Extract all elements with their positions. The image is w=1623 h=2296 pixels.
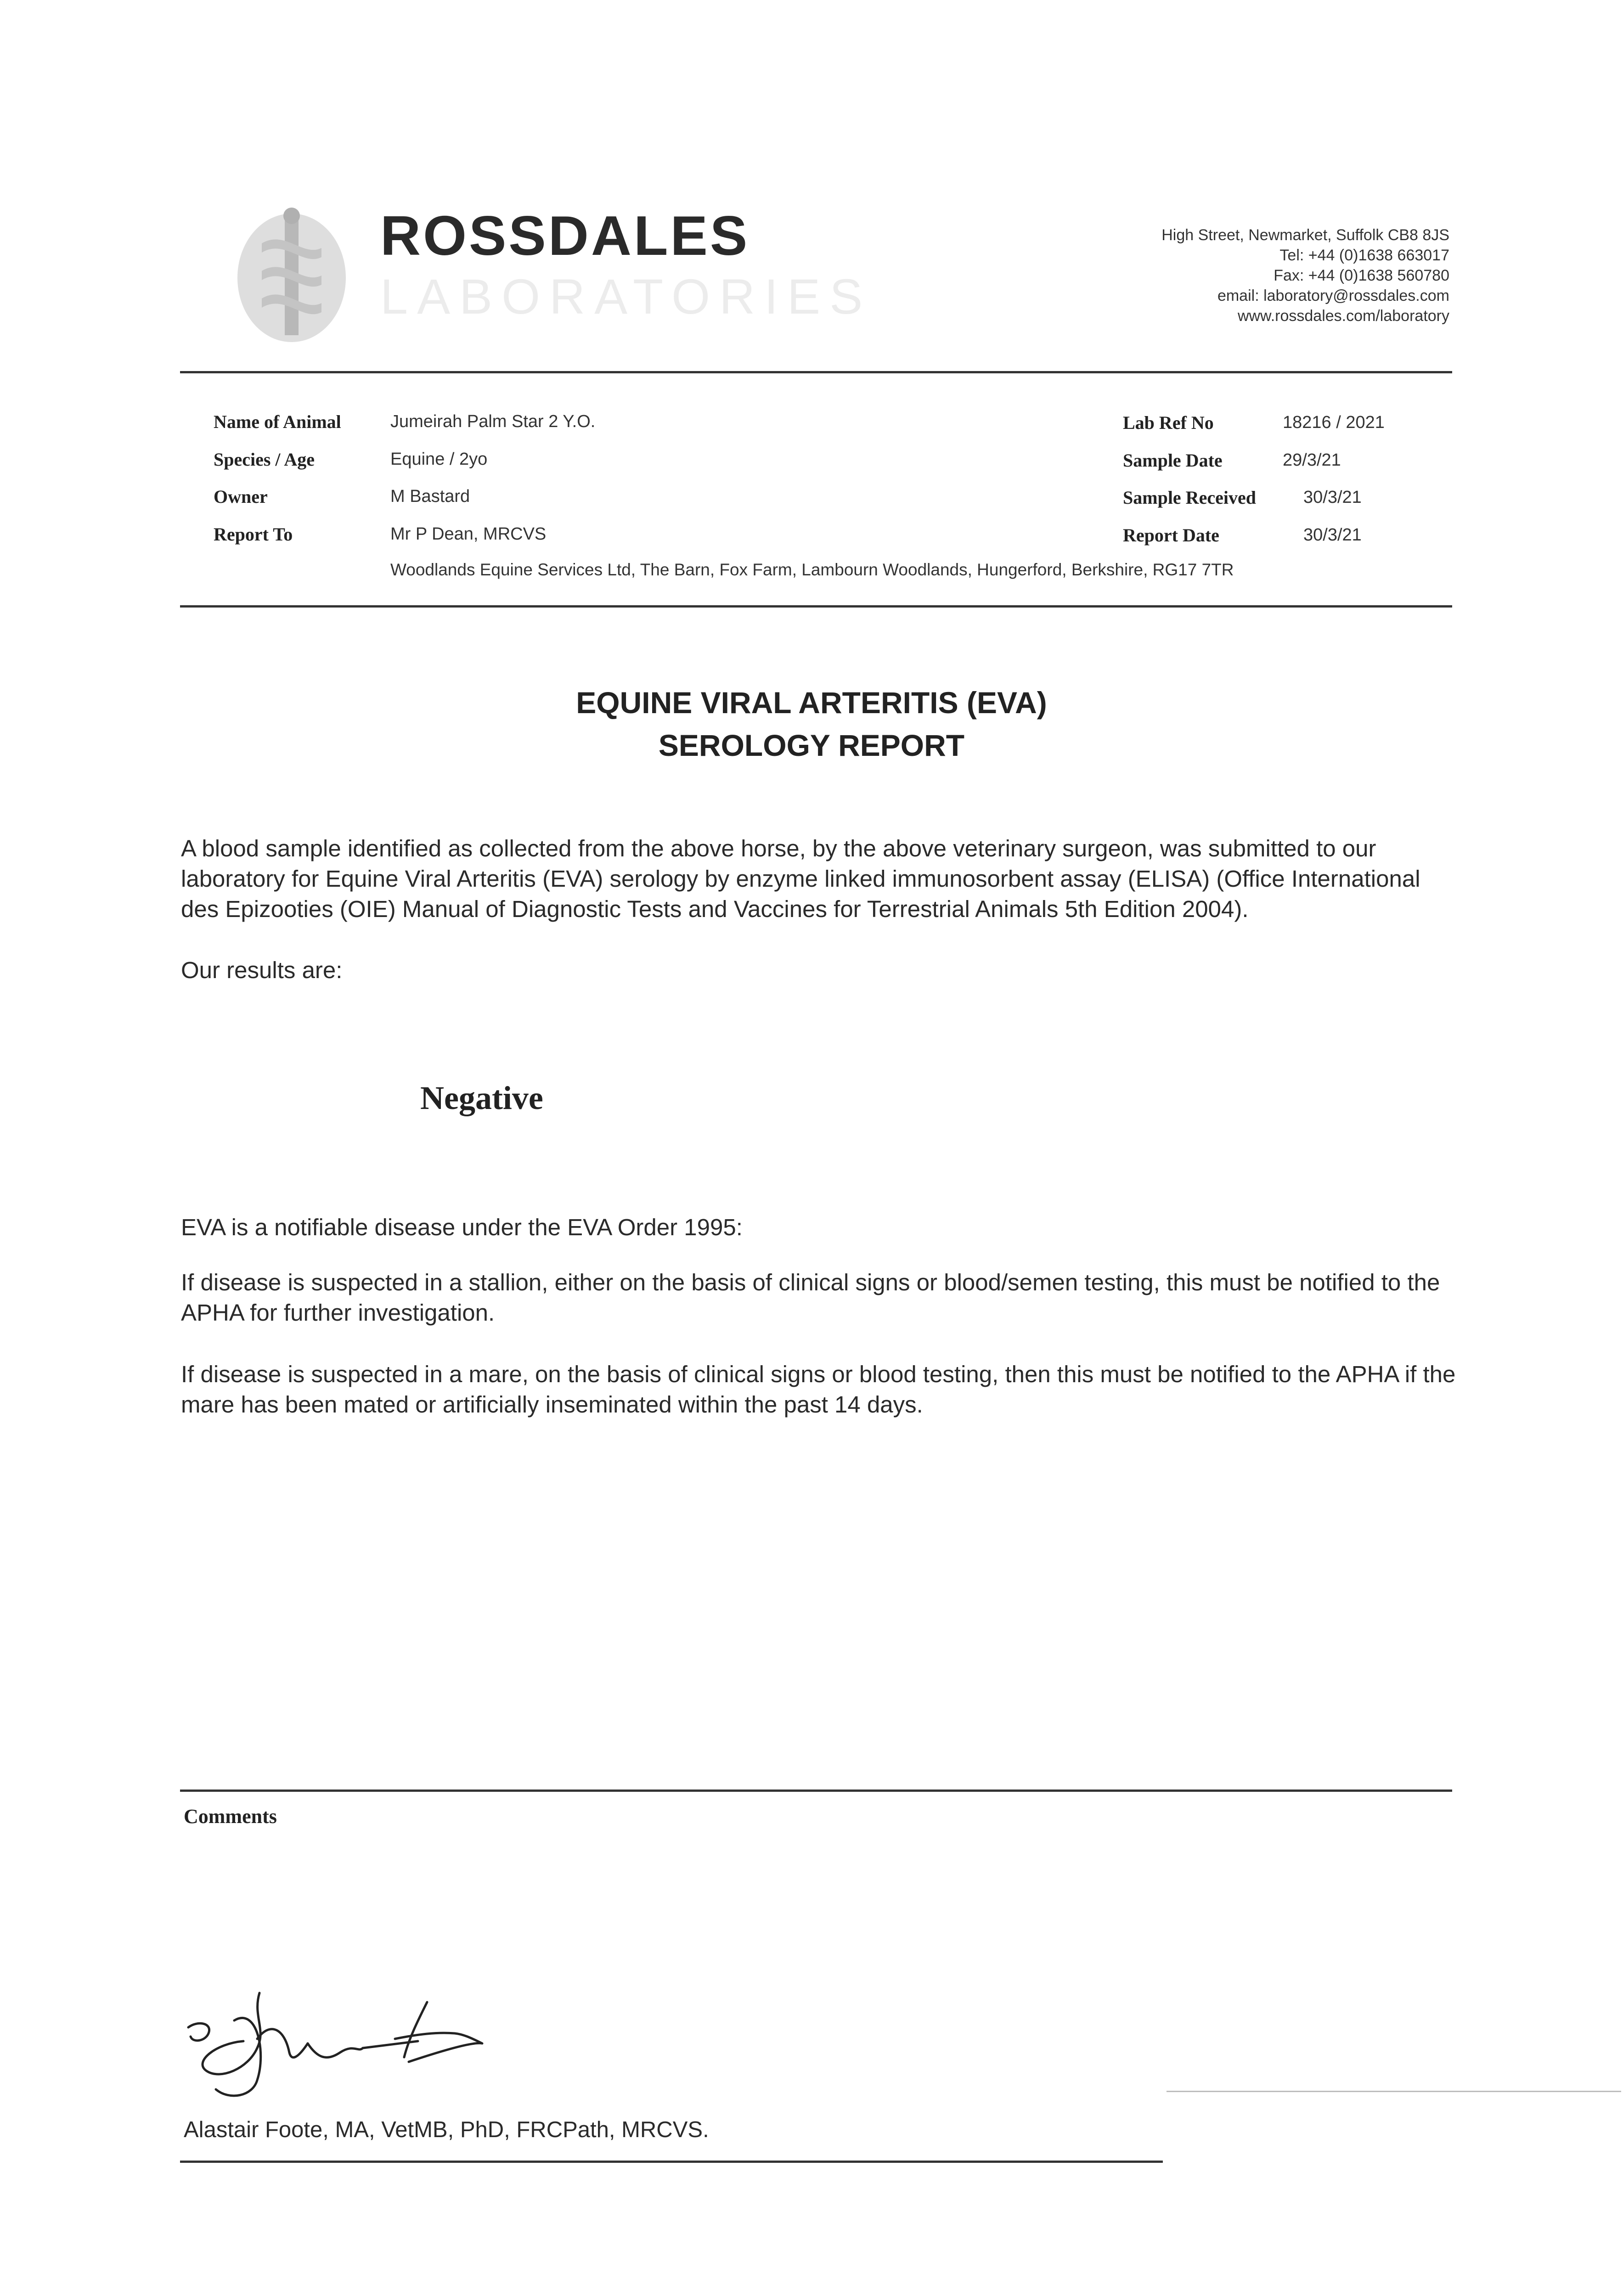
report-date-value: 30/3/21 — [1303, 525, 1362, 545]
report-to-address: Woodlands Equine Services Ltd, The Barn, Fox Farm, Lambourn Woodlands, Hungerford, Berkshire, RG17 7TR — [390, 560, 1234, 579]
sample-date-label: Sample Date — [1123, 450, 1223, 471]
lab-ref-value: 18216 / 2021 — [1283, 413, 1385, 432]
address-website: www.rossdales.com/laboratory — [1237, 307, 1449, 325]
lab-ref-label: Lab Ref No — [1123, 412, 1214, 433]
results-intro: Our results are: — [181, 957, 343, 983]
signatory-name: Alastair Foote, MA, VetMB, PhD, FRCPath, MRCVS. — [184, 2117, 709, 2142]
owner-label: Owner — [214, 486, 268, 507]
signature-divider — [180, 2161, 1163, 2163]
notifiable-statement: EVA is a notifiable disease under the EVA Order 1995: — [181, 1214, 743, 1240]
header-divider — [180, 371, 1452, 373]
address-email: email: laboratory@rossdales.com — [1217, 287, 1449, 304]
name-of-animal-value: Jumeirah Palm Star 2 Y.O. — [390, 412, 596, 431]
report-to-value: Mr P Dean, MRCVS — [390, 524, 547, 544]
address-fax: Fax: +44 (0)1638 560780 — [1274, 267, 1449, 284]
address-phone: Tel: +44 (0)1638 663017 — [1279, 247, 1449, 264]
mare-note: If disease is suspected in a mare, on the basis of clinical signs or blood testing, then this must be notified to the APHA if the mare has been mated or artificially inseminated within the past 14 days. — [181, 1361, 1456, 1418]
address-line: High Street, Newmarket, Suffolk CB8 8JS — [1161, 226, 1449, 244]
report-title-line1: EQUINE VIRAL ARTERITIS (EVA) — [576, 686, 1047, 720]
scan-line-artifact — [1167, 2091, 1621, 2092]
report-to-label: Report To — [214, 524, 293, 545]
lab-address-block — [1161, 225, 1449, 326]
sample-received-label: Sample Received — [1123, 487, 1256, 508]
lab-name-subtitle: LABORATORIES — [380, 269, 872, 324]
species-age-value: Equine / 2yo — [390, 450, 488, 469]
lab-name-title: ROSSDALES — [380, 204, 750, 267]
name-of-animal-label: Name of Animal — [214, 411, 341, 432]
comments-label: Comments — [184, 1805, 277, 1828]
sample-received-value: 30/3/21 — [1303, 488, 1362, 507]
details-divider — [180, 605, 1452, 608]
species-age-label: Species / Age — [214, 449, 315, 470]
test-result: Negative — [420, 1080, 543, 1116]
intro-paragraph: A blood sample identified as collected from the above horse, by the above veterinary surgeon, was submitted to our laboratory for Equine Viral Arteritis (EVA) serology by enzyme linked immunosorbent assay (ELISA) (Office International des Epizooties (OIE) Manual of Diagnostic Tests and Vaccines for Terrestrial Animals 5th Edition 2004). — [181, 835, 1420, 922]
owner-value: M Bastard — [390, 487, 470, 506]
report-title-line2: SEROLOGY REPORT — [658, 728, 965, 762]
sample-date-value: 29/3/21 — [1283, 450, 1341, 470]
report-date-label: Report Date — [1123, 525, 1219, 546]
rossdales-emblem-logo — [230, 202, 354, 349]
stallion-note: If disease is suspected in a stallion, either on the basis of clinical signs or blood/semen testing, this must be notified to the APHA for further investigation. — [181, 1269, 1440, 1326]
handwritten-signature — [179, 1988, 519, 2103]
comments-divider — [180, 1790, 1452, 1792]
